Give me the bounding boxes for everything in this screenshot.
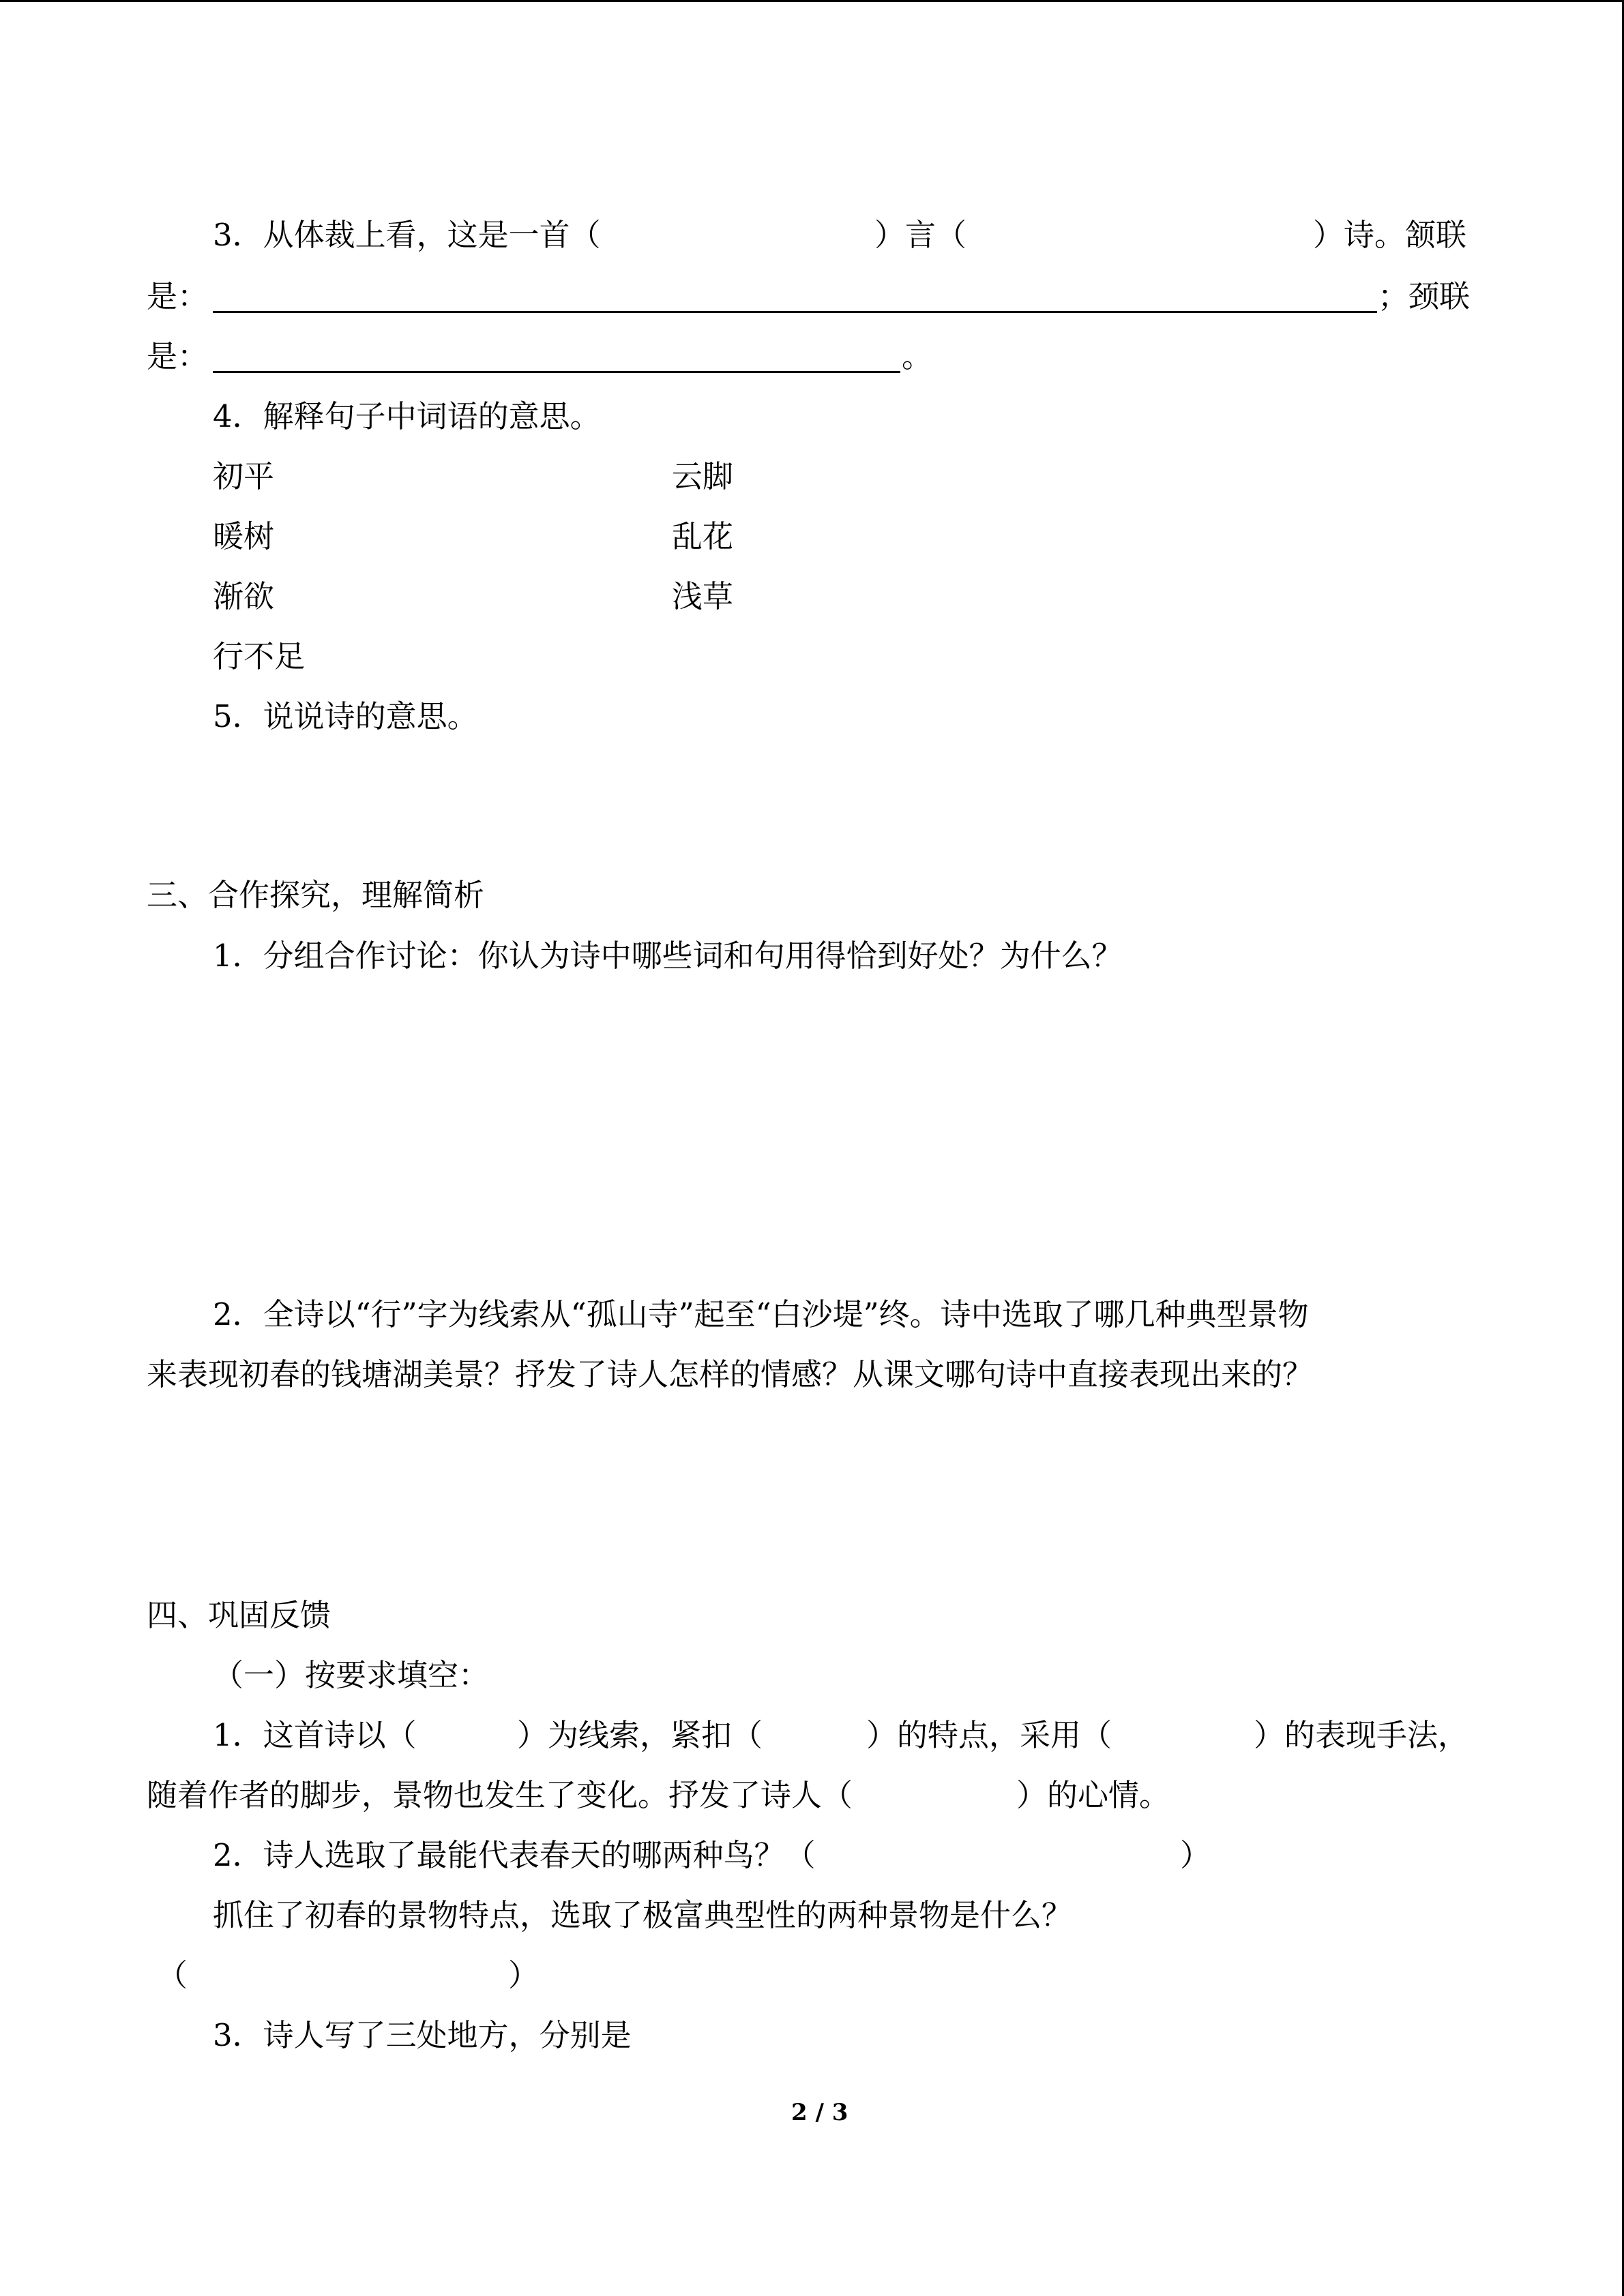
section4-q3: 3．诗人写了三处地方，分别是: [213, 2017, 632, 2053]
q3-blank-jinglian2[interactable]: [213, 371, 900, 373]
q4-word: 浅草: [672, 578, 734, 614]
q4-word: 暖树: [213, 518, 275, 554]
section4-q1-c: ）的特点，采用（: [866, 1717, 1112, 1753]
q4-word: 云脚: [672, 458, 734, 494]
q4-word: 行不足: [213, 638, 306, 674]
section4-q1-b: ）为线索，紧扣（: [517, 1717, 763, 1753]
q3-line3-end: 。: [902, 338, 933, 374]
section4-q1-d: ）的表现手法，: [1254, 1717, 1469, 1753]
section4-q2-line3-b: ）: [508, 1957, 540, 1993]
q3-line2-label: 是：: [147, 278, 209, 314]
section4-q2-b: ）: [1180, 1837, 1211, 1873]
q5-title: 5．说说诗的意思。: [213, 698, 478, 734]
section4-q1-a: 1．这首诗以（: [213, 1717, 417, 1753]
page-border-top: [0, 0, 1624, 2]
q3-blank-jinglian[interactable]: [213, 311, 1377, 313]
q4-title: 4．解释句子中词语的意思。: [213, 398, 601, 434]
section3-q1: 1．分组合作讨论：你认为诗中哪些词和句用得恰到好处？为什么？: [213, 938, 1123, 974]
q3-paren-2: ）诗。颔联: [1313, 217, 1467, 253]
q4-word: 乱花: [672, 518, 734, 554]
q3-line3-label: 是：: [147, 338, 209, 374]
q3-paren-1: ）言（: [874, 217, 967, 253]
section4-sub1: （一）按要求填空：: [213, 1657, 490, 1693]
q3-prefix: 3．从体裁上看，这是一首（: [213, 217, 601, 253]
q3-line2-end: ；颈联: [1378, 278, 1471, 314]
section3-q2-line1: 2．全诗以“行”字为线索从“孤山寺”起至“白沙堤”终。诗中选取了哪几种典型景物: [213, 1296, 1309, 1332]
section4-q1-line2-b: ）的心情。: [1016, 1777, 1170, 1813]
q4-word: 渐欲: [213, 578, 275, 614]
q4-word: 初平: [213, 458, 275, 494]
section3-title: 三、合作探究，理解简析: [147, 877, 485, 913]
page-number: 2 / 3: [791, 2099, 848, 2126]
section4-q2-line3-a: （: [157, 1957, 188, 1993]
section4-q2-line2: 抓住了初春的景物特点，选取了极富典型性的两种景物是什么？: [213, 1897, 1073, 1933]
section4-q1-line2-a: 随着作者的脚步，景物也发生了变化。抒发了诗人（: [147, 1777, 853, 1813]
section4-title: 四、巩固反馈: [147, 1597, 331, 1633]
section4-q2-a: 2．诗人选取了最能代表春天的哪两种鸟？（: [213, 1837, 816, 1873]
section3-q2-line2: 来表现初春的钱塘湖美景？抒发了诗人怎样的情感？从课文哪句诗中直接表现出来的？: [147, 1356, 1314, 1392]
